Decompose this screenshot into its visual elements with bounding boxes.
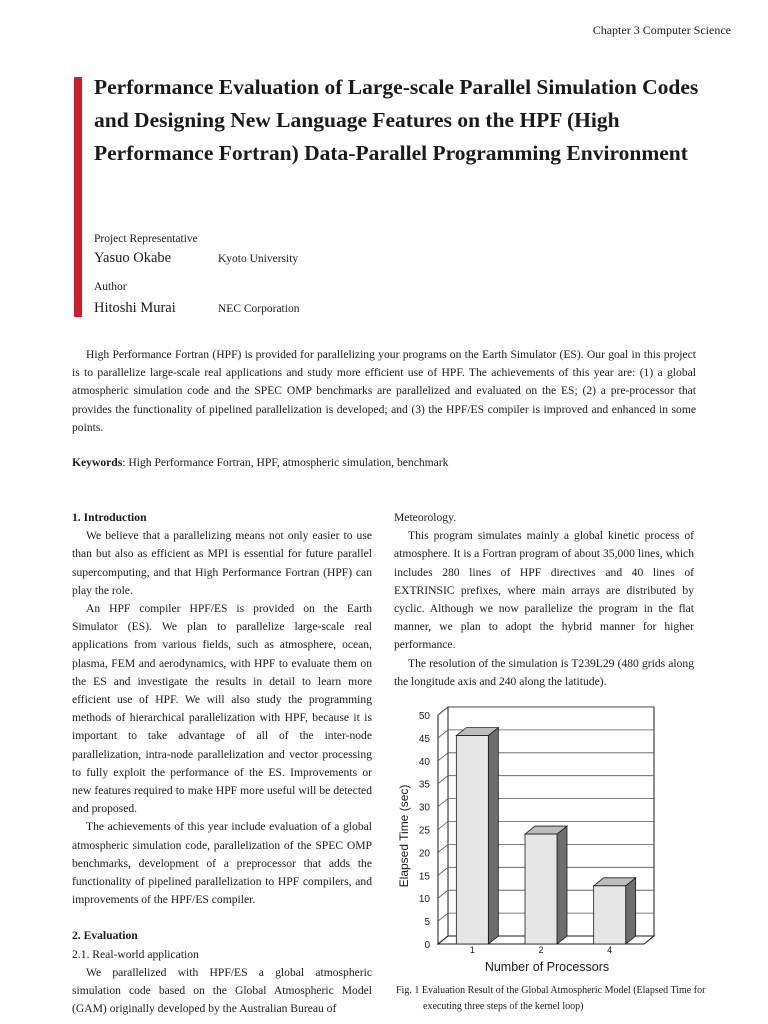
chart-x-tick-label: 2: [538, 945, 544, 955]
elapsed-time-chart: [392, 700, 692, 980]
chart-bar-front: [594, 886, 626, 944]
chart-y-tick-label: 0: [424, 940, 430, 951]
right-column: [394, 509, 694, 691]
project-rep-affiliation: Kyoto University: [218, 253, 299, 265]
evaluation-paragraph-1: We parallelized with HPF/ES a global atmospheric simulation code based on the Global Atmospheric Model (GAM) originally developed by the Australian Bureau of: [72, 965, 372, 1016]
keywords-label: Keywords: [72, 456, 123, 469]
intro-paragraph-2: An HPF compiler HPF/ES is provided on the Earth Simulator (ES). We plan to parallelize large-scale real applications from various fields, such as atmosphere, ocean, plasma, FEM and aerodynamics, with HPF to evaluate them on the ES and investigate the results in detail to learn more efficient use of HPF. We will also study the programming methods of hierarchical parallelization with HPF, because it is important to take advantage of all of the inter-node parallelization, intra-node parallelization and vector processing to fully exploit the performance of the ES. Improvements or new features required to make HPF more useful will be detected and proposed.: [72, 602, 372, 816]
intro-heading: 1. Introduction: [72, 511, 147, 524]
author-label: Author: [94, 281, 127, 293]
paper-title: Performance Evaluation of Large-scale Parallel Simulation Codes and Designing New Language Features on the HPF (High Performance Fortran) Data-Parallel Programming Environment: [94, 75, 699, 165]
chart-y-axis-label: Elapsed Time (sec): [397, 784, 411, 888]
right-paragraph-1: This program simulates mainly a global kinetic process of atmosphere. It is a Fortran program of about 35,000 lines, which includes 280 lines of HPF directives and 40 lines of EXTRINSIC prefixes, where main arrays are distributed by cyclic. Although we now parallelize the program in the flat manner, we plan to adopt the hybrid manner for higher performance.: [394, 529, 694, 652]
evaluation-heading: 2. Evaluation: [72, 929, 138, 943]
chart-gridline: [438, 707, 654, 715]
intro-paragraph-3: The achievements of this year include evaluation of a global atmospheric simulation code, parallelization of the SPEC OMP benchmarks, development of a preprocessor that adds the functionality of pipelined parallelization to HPF compilers, and improvements of the HPF/ES compiler.: [72, 820, 372, 907]
figure-caption: Fig. 1 Evaluation Result of the Global Atmospheric Model (Elapsed Time for executing three steps of the kernel loop): [396, 985, 706, 1012]
chart-bar-front: [525, 834, 557, 944]
chart-y-tick-label: 10: [418, 894, 430, 906]
chart-y-tick-label: 25: [418, 825, 430, 837]
author-affiliation: NEC Corporation: [218, 303, 300, 315]
abstract: High Performance Fortran (HPF) is provided for parallelizing your programs on the Earth Simulator (ES). Our goal in this project is to parallelize large-scale real applications and study more efficient use of HPF. The achievements of this year are: (1) a global atmospheric simulation code and the SPEC OMP benchmarks are parallelized and evaluated on the ES; (2) a pre-processor that provides the functionality of pipelined parallelization is developed; and (3) the HPF/ES compiler is improved and enhanced in some points.: [72, 348, 696, 434]
chart-x-tick-label: 4: [607, 945, 613, 955]
chart-bar: [525, 826, 567, 944]
project-rep-label: Project Representative: [94, 233, 198, 245]
chart-y-tick-label: 30: [418, 802, 430, 814]
project-rep-name: Yasuo Okabe: [94, 250, 172, 266]
chart-bar: [594, 878, 636, 944]
chart-y-tick-label: 35: [418, 779, 430, 791]
title-accent-bar: [74, 77, 82, 317]
chart-bar-side: [488, 728, 498, 944]
chart-y-tick-label: 40: [418, 756, 430, 768]
chart-y-tick-label: 45: [418, 733, 430, 745]
chart-bar-side: [557, 826, 567, 944]
keywords: [72, 456, 448, 469]
keywords-text: : High Performance Fortran, HPF, atmospheric simulation, benchmark: [122, 456, 449, 469]
right-paragraph-0: Meteorology.: [394, 511, 457, 524]
chart-x-ticks: [470, 945, 612, 955]
chart-bar-side: [626, 878, 636, 944]
right-paragraph-2: The resolution of the simulation is T239L29 (480 grids along the longitude axis and 240 along the latitude).: [394, 656, 694, 688]
chart-bar: [456, 728, 498, 944]
chart-bar-front: [456, 736, 488, 944]
chart-bars: [456, 728, 635, 944]
evaluation-subheading: 2.1. Real-world application: [72, 947, 199, 961]
author-name: Hitoshi Murai: [94, 300, 176, 316]
chart-x-axis-label: Number of Processors: [484, 960, 610, 974]
chart-y-tick-label: 5: [424, 917, 430, 929]
chart-y-tick-label: 15: [418, 871, 430, 883]
chapter-header: Chapter 3 Computer Science: [592, 23, 731, 37]
chart-x-tick-label: 1: [469, 945, 475, 955]
intro-paragraph-1: We believe that a parallelizing means not only easier to use than but also as efficient as MPI is essential for future parallel supercomputing, and that High Performance Fortran (HPF) can play the role.: [72, 529, 372, 597]
chart-y-tick-label: 50: [418, 711, 430, 722]
left-column: [72, 509, 372, 1018]
chart-y-ticks: [419, 711, 431, 951]
chart-y-tick-label: 20: [418, 848, 430, 860]
